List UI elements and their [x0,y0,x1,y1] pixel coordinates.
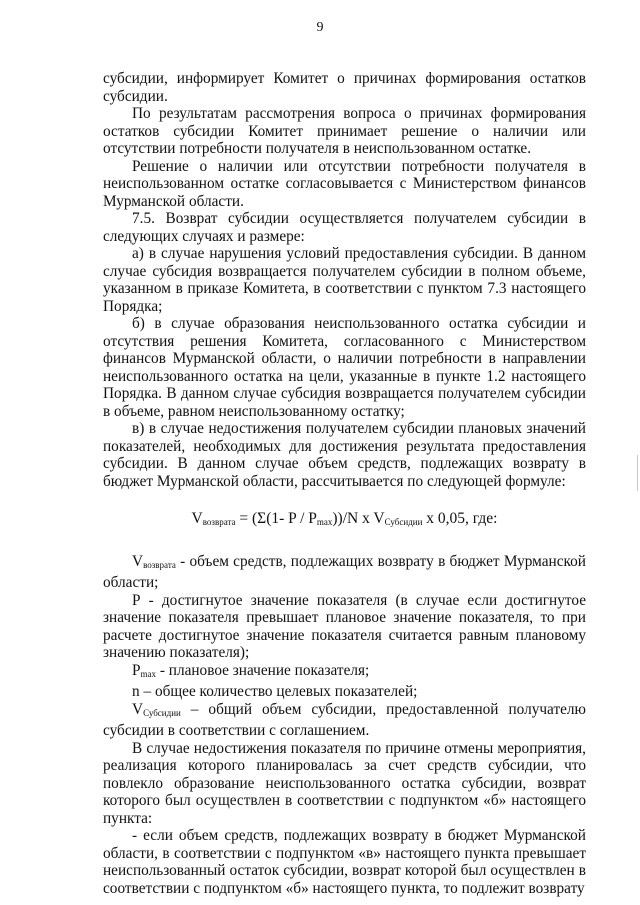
definition-pmax [103,662,586,684]
paragraph-1: субсидии, информирует Комитет о причинах формирования остатков субсидии. [103,70,586,105]
formula-pmax-subscript: max [316,517,333,527]
formula-v: V [191,510,203,527]
def-pmax-symbol: P [132,661,141,679]
formula-vs-subscript: Субсидии [384,517,423,527]
paragraph-2: По результатам рассмотрения вопроса о причинах формирования остатков субсидии Комитет принимает решение о наличии или отсутствии потребности получателя в неиспользованном остатке. [103,105,586,157]
document-body [103,70,586,897]
def-vs-text: – общий объем субсидии, предоставленной получателю субсидии в соответствии с соглашением. [103,700,586,739]
definition-n: n – общее количество целевых показателей; [132,683,418,700]
page-number: 9 [316,20,324,35]
def-pmax-text: - плановое значение показателя; [156,661,370,679]
item-b: б) в случае образования неиспользованного остатка субсидии и отсутствия решения Комитета, согласованного с Министерством финансов Мурманской области, о наличии потребности в направлении неиспользованного остатка на цели, указанные в пункте 1.2 настоящего Порядка. В данном случае субсидия возвращается получателем субсидии в объеме, равном неиспользованному остатку; [103,315,586,420]
scan-edge-mark [637,455,638,491]
paragraph-excess: - если объем средств, подлежащих возврату в бюджет Мурманской области, в соответствии с подпунктом «в» настоящего пункта превышает неиспользованный остаток субсидии, возврат которой был осуществлен в соответствии с подпунктом «б» настоящего пункта, то подлежит возврату [103,827,586,897]
def-vs-symbol: V [132,700,144,718]
definition-v-subsidii [103,701,586,740]
def-pmax-subscript: max [140,668,157,679]
formula-tail: x 0,05, где: [422,510,498,527]
formula [103,510,586,532]
item-v: в) в случае недостижения получателем субсидии плановых значений показателей, необходимых для достижения результата предоставления субсидии. В данном случае объем средств, подлежащих возврату в бюджет Мурманской области, рассчитывается по следующей формуле: [103,420,586,490]
def-vs-subscript: Субсидии [143,707,181,718]
formula-middle: = (Σ(1- P / P [235,510,317,527]
def-v-text: - объем средств, подлежащих возврату в бюджет Мурманской области; [103,552,586,591]
paragraph-3: Решение о наличии или отсутствии потребности получателя в неиспользованном остатке согласовывается с Министерством финансов Мурманской области. [103,157,586,210]
definition-p: Р - достигнутое значение показателя (в случае если достигнутое значение показателя превышает плановое значение показателя, то при расчете достигнутое значение показателя считается равным плановому значению показателя); [103,591,586,661]
definition-v-vozvrata [103,553,586,592]
item-a: а) в случае нарушения условий предоставления субсидии. В данном случае субсидия возвращается получателем субсидии в полном объеме, указанном в приказе Комитета, в соответствии с пунктом 7.3 настоящего Порядка; [103,245,586,315]
paragraph-cancellation: В случае недостижения показателя по причине отмены мероприятия, реализация которого планировалась за счет средств субсидии, что повлекло образование неиспользованного остатка субсидии, возврат которого был осуществлен в соответствии с подпунктом «б» настоящего пункта: [103,739,586,827]
def-v-symbol: V [132,552,144,570]
def-v-subscript: возврата [143,559,176,570]
formula-after-pmax: ))/N x V [332,510,385,527]
paragraph-7-5: 7.5. Возврат субсидии осуществляется получателем субсидии в следующих случаях и размере: [103,210,586,245]
formula-v-subscript: возврата [202,517,236,527]
